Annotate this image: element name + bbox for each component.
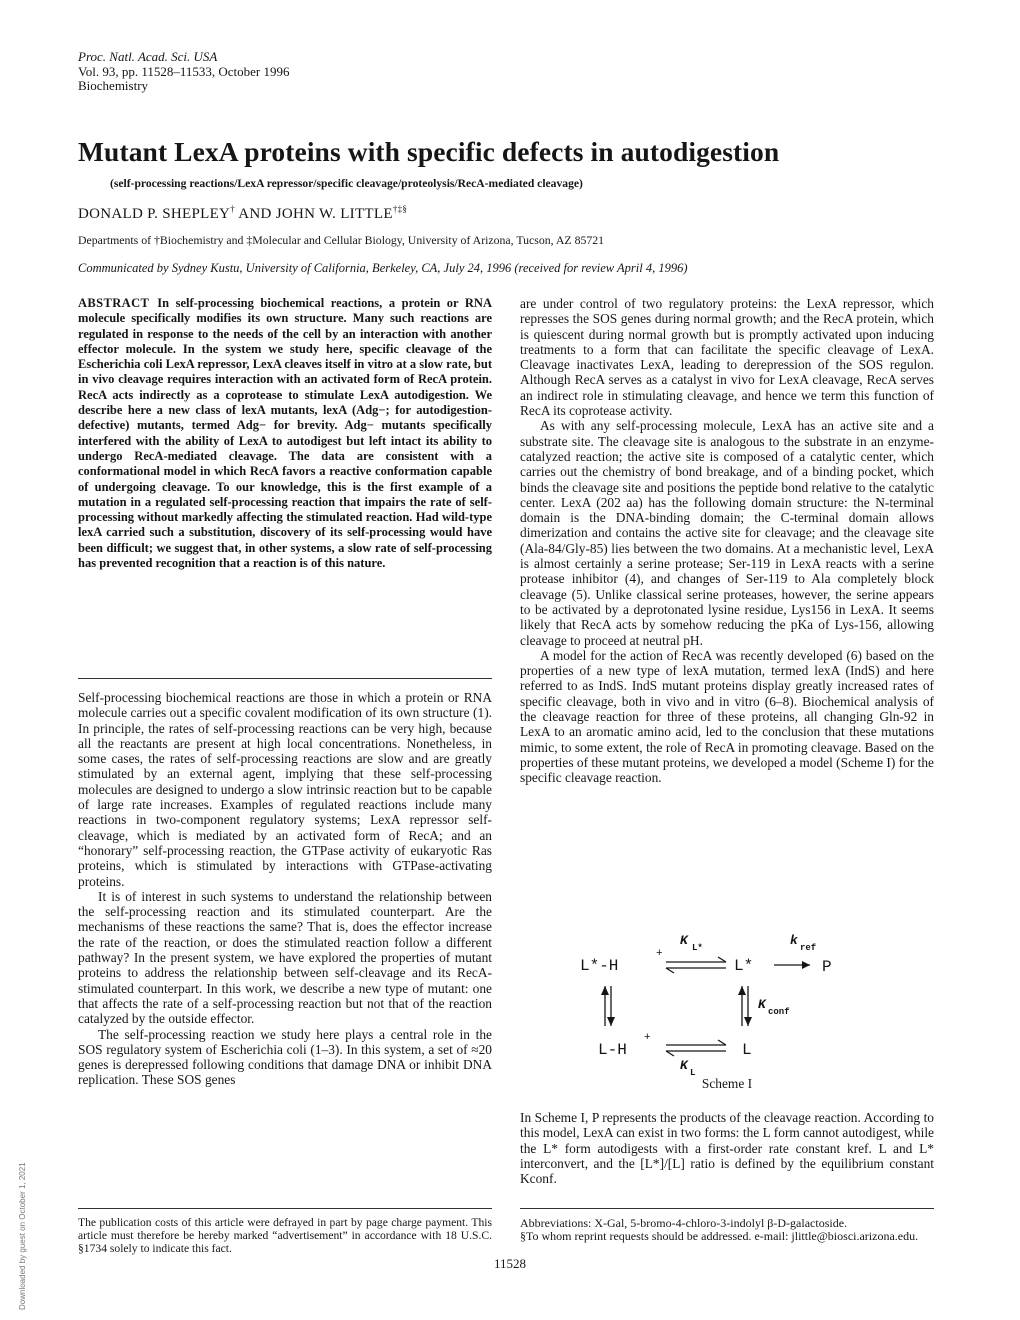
author-conj: AND [238,206,272,222]
paragraph: Self-processing biochemical reactions are those in which a protein or RNA molecule carries out a specific covalent modification of its own structure (1). In principle, the rates of self-processing reactions can be very high, because all the reactants are present at high local concentrations. Nonetheless, in some cases, the rates of self-processing reactions are slow and are greatly stimulated by an external agent, implying that these self-processing molecules are designed to undergo a slow intrinsic reaction but to be capable of large rate increases. Examples of regulated reactions include many reactions in two-component regulatory systems; LexA repressor self-cleavage, which is mediated by an activated form of RecA; and an “honorary” self-processing reaction, the GTPase activity of eukaryotic Ras proteins, which is stimulated by interactions with GTPase-activating proteins. [78,690,492,889]
k-conf: K [758,997,766,1012]
author-2-mark: †‡§ [392,204,408,214]
author-1: DONALD P. SHEPLEY [78,206,231,222]
journal-name: Proc. Natl. Acad. Sci. USA [78,49,218,64]
scheme-diagram [520,926,934,1076]
k-conf-sub: conf [768,1007,790,1017]
abstract-label: ABSTRACT [78,296,150,310]
right-column-body-2 [520,1110,934,1186]
paragraph: It is of interest in such systems to understand the relationship between the self-processing reaction and its stimulated counterpart. Are the mechanisms of these reactions the same? That is, does the effector increase the rate of the reaction, or does the stimulated reaction follow a different pathway? In the present system, we have explored the properties of mutant proteins to address the relationship between self-cleavage and its RecA-stimulated counterpart. In this work, we describe a new type of mutant: one that affects the rate of a self-processing reaction but not that of the reaction catalyzed by the outside effector. [78,888,492,1027]
paper-title: Mutant LexA proteins with specific defects in autodigestion [78,136,780,167]
species-p: P [822,958,832,976]
left-column-body [78,690,492,1088]
species-lh-plus: L*-H [580,957,619,975]
plus-sign: + [656,948,663,960]
paragraph: In Scheme I, P represents the products of the cleavage reaction. According to this model, LexA can exist in two forms: the L form cannot autodigest, while the L* form autodigests with a first-order rate constant kref. L and L* interconvert, and the [L*]/[L] ratio is defined by the equilibrium constant Kconf. [520,1110,934,1187]
section-name: Biochemistry [78,78,149,93]
k-lstar: K [680,933,688,948]
k-l-sub: L [690,1068,696,1076]
affiliation: Departments of †Biochemistry and ‡Molecular and Cellular Biology, University of Arizona, Tucson, AZ 85721 [78,233,605,247]
abstract-text: In self-processing biochemical reactions, a protein or RNA molecule specifically modifies its own structure. Many such reactions are regulated in response to the needs of the cell by an interaction with another effector molecule. In the system we study here, specific cleavage of the Escherichia coli LexA repressor, LexA cleaves itself in vitro at a slow rate, but in vivo cleavage requires interaction with an activated form of RecA protein. RecA acts indirectly as a coprotease to stimulate LexA autodigestion. We describe here a new class of lexA mutants, lexA (Adg−; for autodigestion-defective) mutants, termed Adg− for brevity. Adg− mutants specifically interfered with the ability of LexA to autodigest but left intact its ability to undergo RecA-mediated cleavage. The data are consistent with a conformational model in which RecA favors a reactive conformation capable of undergoing cleavage. To our knowledge, this is the first example of a mutation in a regulated self-processing reaction that impairs the rate of self-processing without markedly affecting the stimulated reaction. Had wild-type lexA carried such a substitution, discovery of its self-processing would have been difficult; we suggest that, in other systems, a slow rate of self-processing has prevented recognition that a reaction is of this nature. [78,296,492,571]
authors [78,204,407,223]
k-lstar-sub: L* [692,943,703,953]
download-note: Downloaded by guest on October 1, 2021 [18,1162,27,1310]
volume-line: Vol. 93, pp. 11528–11533, October 1996 [78,63,290,79]
species-l: L [742,1041,752,1059]
reprint-note: §To whom reprint requests should be addressed. e-mail: jlittle@biosci.arizona.edu. [520,1229,919,1243]
right-column-body [520,296,934,786]
abstract [78,296,492,571]
k-l: K [680,1058,688,1073]
author-2: JOHN W. LITTLE [275,206,393,222]
keywords: (self-processing reactions/LexA repressor/specific cleavage/proteolysis/RecA-mediated cleavage) [110,177,583,190]
footnote-right [520,1217,934,1243]
communicated-by: Communicated by Sydney Kustu, University of California, Berkeley, CA, July 24, 1996 (received for review April 4, 1996) [78,261,688,275]
page-number: 11528 [493,1256,527,1271]
scheme-1 [520,926,934,1096]
paragraph: As with any self-processing molecule, LexA has an active site and a substrate site. The cleavage site is analogous to the substrate in an enzyme-catalyzed reaction; the active site is composed of a catalytic center, which carries out the chemistry of bond breakage, and of a binding pocket, which binds the cleavage site and positions the peptide bond relative to the catalytic center. LexA (202 aa) has the following domain structure: the N-terminal domain is the DNA-binding domain; the C-terminal domain allows dimerization and contains the active site for cleavage; and the cleavage site (Ala-84/Gly-85) lies between the two domains. At a mechanistic level, LexA is almost certainly a serine protease; Ser-119 in LexA reacts with a serine protease inhibitor (4), and changes of Ser-119 to Ala completely block cleavage (5). Unlike classical serine proteases, however, the serine appears to be activated by a deprotonated lysine residue, Lys156 in LexA. It seems likely that RecA acts by somehow reducing the pKa of Lys-156, allowing cleavage to proceed at neutral pH. [520,418,934,648]
author-1-mark: † [230,204,236,214]
footnote-left: The publication costs of this article were defrayed in part by page charge payment. This article must therefore be hereby marked “advertisement” in accordance with 18 U.S.C. §1734 solely to indicate this fact. [78,1216,492,1255]
scheme-caption: Scheme I [701,1076,753,1091]
species-lstar: L* [734,957,754,975]
plus-sign-2: + [644,1032,651,1044]
journal-header [78,50,289,94]
paragraph: The self-processing reaction we study here plays a central role in the SOS regulatory system of Escherichia coli (1–3). In this system, a set of ≈20 genes is derepressed following conditions that damage DNA or inhibit DNA replication. These SOS genes [78,1026,492,1088]
footnote-rule-left [78,1208,492,1209]
species-lh: L-H [598,1041,627,1059]
abbreviations: Abbreviations: X-Gal, 5-bromo-4-chloro-3-indolyl β-D-galactoside. [520,1216,848,1230]
paragraph: A model for the action of RecA was recently developed (6) based on the properties of a new type of lexA mutation, termed lexA (IndS) and here referred to as IndS. IndS mutant proteins display greatly increased rates of specific cleavage, both in vivo and in vitro (6–8). Biochemical analysis of the cleavage reaction for three of these proteins, all changing Gln-92 in LexA to an aromatic amino acid, led to the conclusion that these mutations mimic, to some extent, the role of RecA in promoting cleavage. Based on the properties of these mutant proteins, we developed a model (Scheme I) for the specific cleavage reaction. [520,647,934,786]
paragraph: are under control of two regulatory proteins: the LexA repressor, which represses the SOS genes during normal growth; and the RecA protein, which is quiescent during normal growth but is promptly activated upon inducing treatments to a form that can facilitate the specific cleavage of LexA. Cleavage inactivates LexA, leading to derepression of the SOS regulon. Although RecA serves as a catalyst in vivo for LexA cleavage, RecA serves an indirect role in stimulating cleavage, and hence we term this function of RecA its coprotease activity. [520,296,934,419]
footnote-rule-right [520,1208,934,1209]
k-ref: k [790,933,798,948]
k-ref-sub: ref [800,943,817,953]
abstract-divider [78,678,492,679]
